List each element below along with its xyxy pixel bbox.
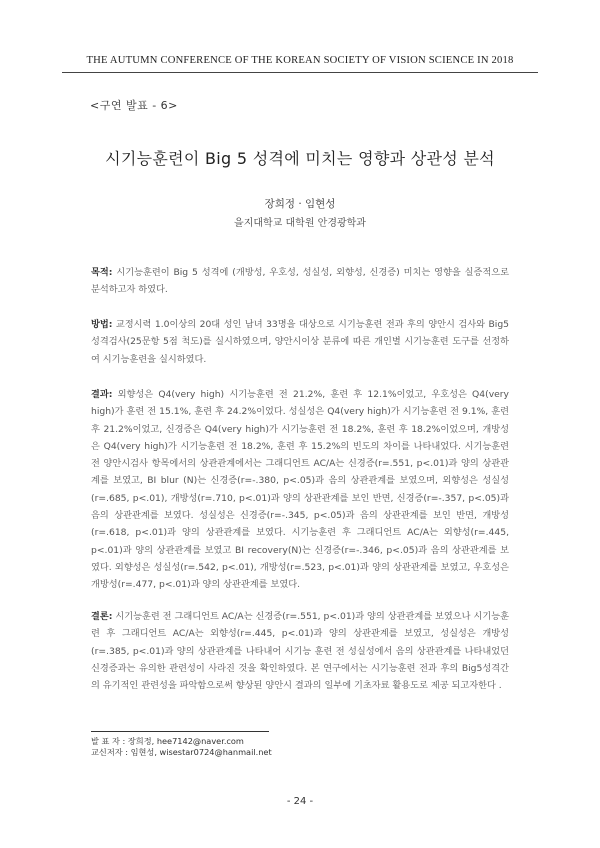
purpose-label: 목적: (91, 267, 113, 278)
session-label: <구연 발표 - 6> (90, 99, 178, 112)
affiliation: 을지대학교 대학원 안경광학과 (234, 218, 366, 229)
purpose-text: 시기능훈련이 Big 5 성격에 (개방성, 우호성, 성실성, 외향성, 신경증) 미치는 영향을 실증적으로 분석하고자 하였다. (91, 267, 509, 296)
results-label: 결과: (91, 389, 113, 400)
method-text: 교정시력 1.0이상의 20대 성인 남녀 33명을 대상으로 시기능훈련 전과 후의 양안시 검사와 Big5 성격검사(25문항 5점 척도)를 실시하였으며, 양안시이상 분류에 따른 개인별 시기능훈련 도구를 선정하여 시기능훈련을 실시하였다. (91, 319, 509, 365)
conference-header: THE AUTUMN CONFERENCE OF THE KOREAN SOCIETY OF VISION SCIENCE IN 2018 (86, 55, 514, 66)
method-section (91, 316, 509, 368)
results-section (91, 386, 509, 594)
conclusion-text: 시기능훈련 전 그래디언트 AC/A는 신경증(r=.551, p<.01)과 양의 상관관계를 보였으나 시기능훈련 후 그래디언트 AC/A는 외향성(r=.445, p<.01)과 양의 상관관계를 보였고, 성실성은 개방성(r=.385, p<.01)과 양의 상관관계를 나타내어 시기능 훈련 전 성실성에서 음의 상관관계를 나타내었던 신경증과는 유의한 관련성이 사라진 것을 확인하였다. 본 연구에서는 시기능훈련 전과 후의 Big5성격간의 유기적인 관련성을 파악함으로써 향상된 양안시 결과의 일부에 기초자료 활용도로 제공 되고자한다 . (91, 611, 509, 692)
conclusion-label: 결론: (91, 611, 113, 622)
results-text: 외향성은 Q4(very high) 시기능훈련 전 21.2%, 훈련 후 12.1%이었고, 우호성은 Q4(very high)가 훈련 전 15.1%, 훈련 후 24.2%이었다. 성실성은 Q4(very high)가 시기능훈련 전 9.1%, 훈련 후 21.2%이었고, 신경증은 Q4(very high)가 시기능훈련 전 18.2%, 훈련 후 18.2%이었으며, 개방성은 Q4(very high)가 시기능훈련 전 18.2%, 훈련 후 15.2%의 빈도의 차이를 나타내었다. 시기능훈련 전 양안시검사 항목에서의 상관관계에서는 그래디언트 AC/A는 신경증(r=.551, p<.01)과 양의 상관관계를 보였고, BI blur (N)는 신경증(r=-.380, p<.05)과 음의 상관관계를 보였으며, 외향성은 성실성(r=.685, p<.01), 개방성(r=.710, p<.01)과 양의 상관관계를 보인 반면, 신경증(r=-.357, p<.05)과 음의 상관관계를 보였다. 성실성은 신경증(r=-.345, p<.05)과 음의 상관관계를 보인 반면, 개방성(r=.618, p<.01)과 양의 상관관계를 보였다. 시기능훈련 후 그래디언트 AC/A는 외향성(r=.445, p<.01)과 양의 상관관계를 보였고 BI recovery(N)는 신경증(r=-.346, p<.05)과 음의 상관관계를 보였다. 외향성은 성실성(r=.542, p<.01), 개방성(r=.523, p<.01)과 양의 상관관계를 보였고, 우호성은 개방성(r=.477, p<.01)과 양의 상관관계를 보였다. (91, 389, 509, 591)
presenter-footnote: 발 표 자 : 장희정, hee7142@naver.com (91, 736, 244, 746)
purpose-section (91, 264, 509, 299)
conclusion-section (91, 608, 509, 694)
paper-title: 시기능훈련이 Big 5 성격에 미치는 영향과 상관성 분석 (105, 149, 495, 168)
method-label: 방법: (91, 319, 113, 330)
footnote-divider (91, 731, 269, 732)
authors: 장희정 · 임현성 (264, 198, 336, 210)
header-divider (62, 72, 538, 73)
page-number: - 24 - (286, 796, 314, 807)
corresponding-footnote: 교신저자 : 임현성, wisestar0724@hanmail.net (91, 747, 272, 757)
